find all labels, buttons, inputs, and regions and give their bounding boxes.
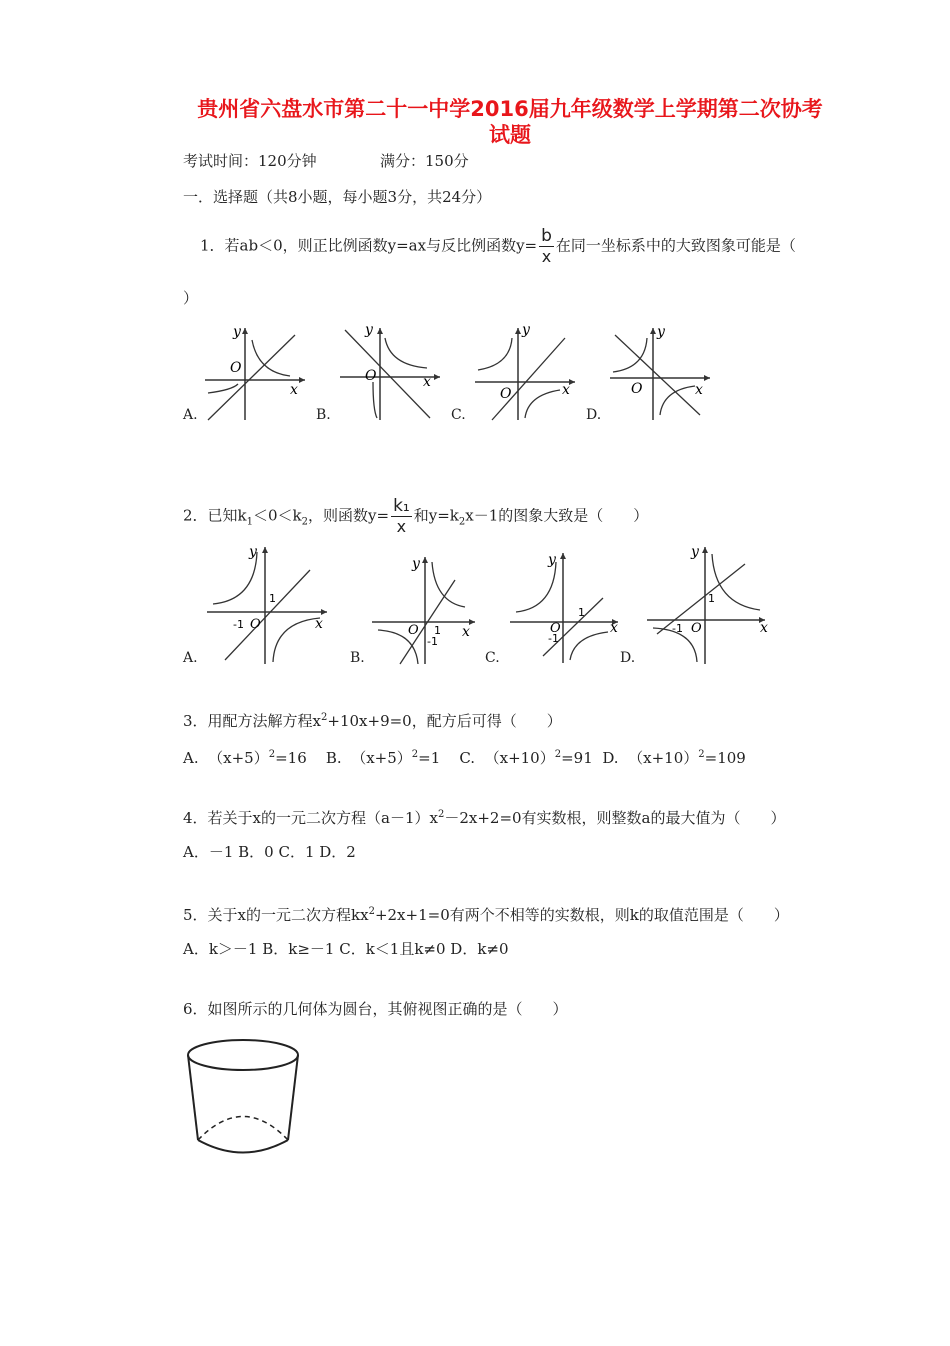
q1-option-c[interactable]: C.: [451, 407, 466, 423]
q2-option-c[interactable]: C.: [485, 650, 500, 666]
question-3: [183, 708, 562, 731]
question-1-wrap: ）: [183, 289, 199, 307]
fraction-denominator: x: [541, 247, 552, 266]
q3-option-a[interactable]: [183, 749, 307, 767]
question-5-options[interactable]: A．k＞－1 B．k≥－1 C．k＜1且k≠0 D．k≠0: [183, 940, 509, 958]
question-3-text: 3．用配方法解方程x: [183, 712, 322, 730]
option-label: D.: [602, 749, 619, 767]
question-3-text: +10x+9=0，配方后可得（ ）: [327, 712, 562, 730]
option-text: =1: [418, 749, 441, 767]
tick-label: -1: [233, 618, 244, 631]
exam-score: 满分：150分: [380, 152, 469, 170]
exam-time: 考试时间：120分钟: [183, 152, 317, 170]
superscript: 2: [411, 749, 419, 760]
x-axis-label: x: [610, 620, 618, 636]
option-text: （x+5）: [351, 749, 412, 767]
q1-option-d[interactable]: D.: [586, 407, 602, 423]
q2-option-a[interactable]: A.: [183, 650, 198, 666]
origin-label: O: [691, 621, 702, 636]
superscript: 2: [268, 749, 276, 760]
x-axis-label: x: [695, 382, 703, 398]
tick-label: 1: [708, 592, 715, 605]
subscript: 2: [458, 516, 466, 528]
q1-graph-d: [605, 320, 715, 425]
y-axis-label: y: [657, 324, 665, 340]
q3-option-d[interactable]: [602, 749, 746, 767]
q2-graph-d: [645, 542, 770, 667]
fraction-denominator: x: [396, 517, 407, 536]
x-axis-label: x: [462, 624, 470, 640]
question-1: [200, 226, 796, 267]
tick-label: -1: [427, 635, 438, 648]
option-label: C.: [459, 749, 476, 767]
origin-label: O: [250, 617, 261, 632]
question-2-fraction: [391, 496, 412, 537]
tick-label: 1: [269, 592, 276, 605]
origin-label: O: [408, 623, 419, 638]
question-5-text: +2x+1=0有两个不相等的实数根，则k的取值范围是（ ）: [374, 906, 789, 924]
q1-graph-a: [200, 320, 310, 425]
question-2-text: 和y=k: [413, 506, 459, 525]
q3-option-c[interactable]: [459, 749, 592, 767]
q1-graph-c: [470, 320, 580, 425]
y-axis-label: y: [233, 324, 241, 340]
page-title: 贵州省六盘水市第二十一中学2016届九年级数学上学期第二次协考: [197, 97, 823, 121]
y-axis-label: y: [691, 544, 699, 560]
q2-option-d[interactable]: D.: [620, 650, 636, 666]
x-axis-label: x: [315, 616, 323, 632]
frustum-figure: [180, 1035, 310, 1160]
q1-option-b[interactable]: B.: [316, 407, 331, 423]
question-1-text-before: 1．若ab＜0，则正比例函数y=ax与反比例函数y=: [200, 236, 538, 255]
question-2: [183, 496, 648, 537]
y-axis-label: y: [365, 322, 373, 338]
q2-graph-c: [508, 548, 623, 666]
x-axis-label: x: [562, 382, 570, 398]
superscript: 2: [368, 906, 375, 917]
fraction-numerator: k₁: [393, 496, 410, 516]
q2-graph-a: [205, 542, 330, 667]
q2-option-b[interactable]: B.: [350, 650, 365, 666]
option-text: =91: [561, 749, 593, 767]
option-label: B.: [325, 749, 342, 767]
q1-option-a[interactable]: A.: [183, 407, 198, 423]
fraction-numerator: b: [541, 226, 552, 246]
question-1-fraction: [539, 226, 554, 267]
page-title-line2: 试题: [489, 123, 531, 147]
origin-label: O: [550, 621, 561, 636]
x-axis-label: x: [290, 382, 298, 398]
question-5: [183, 902, 789, 925]
y-axis-label: y: [412, 556, 420, 572]
question-4: [183, 805, 786, 828]
origin-label: O: [631, 381, 643, 397]
option-text: =109: [704, 749, 746, 767]
tick-label: -1: [672, 622, 683, 635]
x-axis-label: x: [423, 374, 431, 390]
superscript: 2: [321, 712, 328, 723]
question-2-text: x－1的图象大致是（ ）: [465, 506, 649, 525]
option-text: （x+10）: [484, 749, 555, 767]
x-axis-label: x: [760, 620, 768, 636]
option-text: （x+10）: [628, 749, 699, 767]
tick-label: -1: [548, 632, 559, 645]
y-axis-label: y: [522, 322, 530, 338]
question-1-text-after: 在同一坐标系中的大致图象可能是（: [555, 236, 796, 255]
tick-label: 1: [578, 606, 585, 619]
section-heading: 一．选择题（共8小题，每小题3分，共24分）: [183, 188, 492, 206]
question-6: 6．如图所示的几何体为圆台，其俯视图正确的是（ ）: [183, 1000, 568, 1018]
origin-label: O: [365, 368, 377, 384]
option-label: A.: [183, 749, 199, 767]
q3-option-b[interactable]: [326, 749, 440, 767]
subscript: 2: [301, 516, 309, 528]
question-4-options[interactable]: A．－1 B．0 C．1 D．2: [183, 843, 356, 861]
q2-graph-b: [370, 552, 480, 667]
subscript: 1: [246, 516, 254, 528]
question-4-text: －2x+2=0有实数根，则整数a的最大值为（ ）: [444, 809, 786, 827]
q1-graph-b: [335, 320, 445, 425]
question-3-options: [183, 745, 746, 768]
question-2-text: ＜0＜k: [253, 506, 302, 525]
question-4-text: 4．若关于x的一元二次方程（a－1）x: [183, 809, 438, 827]
y-axis-label: y: [249, 544, 257, 560]
option-text: =16: [275, 749, 307, 767]
question-5-text: 5．关于x的一元二次方程kx: [183, 906, 369, 924]
origin-label: O: [500, 386, 512, 402]
question-2-text: ，则函数y=: [308, 506, 390, 525]
superscript: 2: [437, 809, 445, 820]
option-text: （x+5）: [208, 749, 269, 767]
question-2-text: 2．已知k: [183, 506, 247, 525]
y-axis-label: y: [548, 552, 556, 568]
superscript: 2: [698, 749, 705, 760]
origin-label: O: [230, 360, 242, 376]
superscript: 2: [554, 749, 562, 760]
tick-label: 1: [434, 624, 441, 637]
